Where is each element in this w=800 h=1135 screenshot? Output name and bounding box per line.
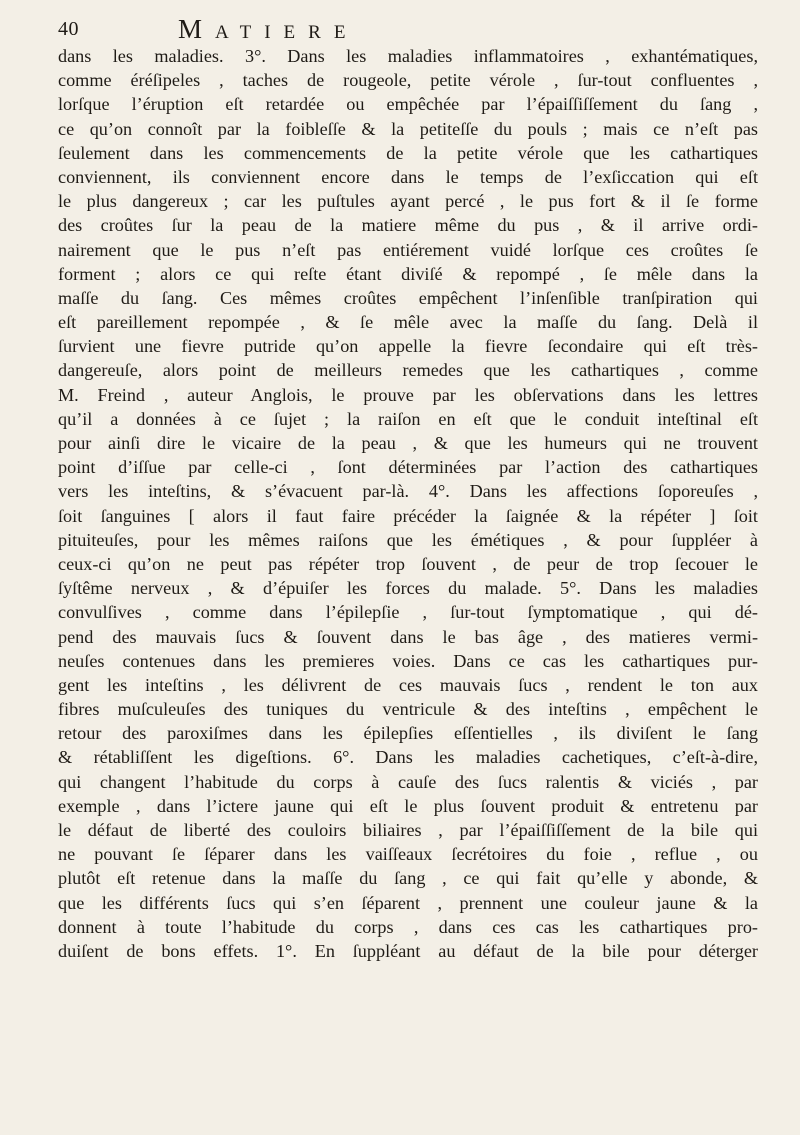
text-line: dangereuſe, alors point de meilleurs remedes que les cathartiques , comme	[58, 360, 758, 381]
text-line: exemple , dans l’ictere jaune qui eſt le plus ſouvent produit & entretenu par	[58, 795, 758, 816]
text-line: ſoit ſanguines [ alors il faut faire précéder la ſaignée & la répéter ] ſoit	[58, 505, 758, 526]
text-line: pour ainſi dire le vicaire de la peau , & que les humeurs qui ne trouvent	[58, 433, 758, 453]
text-line: fibres muſculeuſes des tuniques du ventricule & des inteſtins , empêchent le	[58, 699, 758, 720]
text-line: lorſque l’éruption eſt retardée ou empêchée par l’épaiſſiſſement du ſang ,	[58, 94, 758, 115]
text-line: plutôt eſt retenue dans la maſſe du ſang , ce qui fait qu’elle y abonde, &	[58, 868, 758, 889]
section-title: Matiere	[178, 14, 359, 44]
text-line: pend des mauvais ſucs & ſouvent dans le bas âge , des matieres vermi-	[58, 626, 758, 647]
page-number: 40	[58, 18, 79, 40]
text-line: que les différents ſucs qui s’en ſéparent , prennent une couleur jaune & la	[58, 892, 758, 913]
text-line: nairement que le pus n’eſt pas entiérement vuidé lorſque ces croûtes ſe	[58, 239, 758, 260]
text-line: ſyſtême nerveux , & d’épuiſer les forces du malade. 5°. Dans les maladies	[58, 578, 758, 599]
text-line: ſeulement dans les commencements de la petite vérole que les cathartiques	[58, 142, 758, 163]
text-line: duiſent de bons effets. 1°. En ſuppléant au défaut de la bile pour déterger	[58, 940, 758, 961]
text-line: eſt pareillement repompée , & ſe mêle avec la maſſe du ſang. Delà il	[58, 312, 758, 333]
text-line: comme éréſipeles , taches de rougeole, petite vérole , ſur-tout confluentes ,	[58, 70, 758, 91]
text-line: dans les maladies. 3°. Dans les maladies inflammatoires , exhantématiques,	[58, 46, 758, 66]
text-line: ceux-ci qu’on ne peut pas répéter trop ſouvent , de peur de trop ſecouer le	[58, 553, 758, 574]
text-line: ce qu’on connoît par la foibleſſe & la petiteſſe du pouls ; mais ce n’eſt pas	[58, 118, 758, 139]
text-line: & rétabliſſent les digeſtions. 6°. Dans les maladies cachetiques, c’eſt-à-dire,	[58, 747, 758, 768]
running-head	[58, 14, 758, 44]
body-text	[58, 44, 758, 963]
text-line: convulſives , comme dans l’épilepſie , ſur-tout ſymptomatique , qui dé-	[58, 602, 758, 623]
text-line: des croûtes ſur la peau de la matiere même du pus , & il arrive ordi-	[58, 215, 758, 236]
text-line: pituiteuſes, pour les mêmes raiſons que les émétiques , & pour ſuppléer à	[58, 529, 758, 550]
text-line: gent les inteſtins , les délivrent de ces mauvais ſucs , rendent le ton aux	[58, 674, 758, 695]
text-line: donnent à toute l’habitude du corps , dans ces cas les cathartiques pro-	[58, 916, 758, 937]
text-line: vers les inteſtins, & s’évacuent par-là. 4°. Dans les affections ſoporeuſes ,	[58, 481, 758, 502]
text-line: conviennent, ils conviennent encore dans le temps de l’exſiccation qui eſt	[58, 166, 758, 187]
text-line: le plus dangereux ; car les puſtules ayant percé , le pus fort & il ſe forme	[58, 191, 758, 212]
text-line: M. Freind , auteur Anglois, le prouve par les obſervations dans les lettres	[58, 384, 758, 405]
text-line: maſſe du ſang. Ces mêmes croûtes empêchent l’inſenſible tranſpiration qui	[58, 287, 758, 308]
text-line: ne pouvant ſe ſéparer dans les vaiſſeaux ſecrétoires du foie , reflue , ou	[58, 844, 758, 865]
text-line: ſurvient une fievre putride qu’on appelle la fievre ſecondaire qui eſt très-	[58, 336, 758, 357]
text-line: forment ; alors ce qui reſte étant diviſé & repompé , ſe mêle dans la	[58, 263, 758, 284]
text-line: retour des paroxiſmes dans les épilepſies eſſentielles , ils diviſent le ſang	[58, 723, 758, 744]
text-line: neuſes contenues dans les premieres voies. Dans ce cas les cathartiques pur-	[58, 650, 758, 671]
text-line: qui changent l’habitude du corps à cauſe des ſucs ralentis & viciés , par	[58, 771, 758, 792]
text-line: qu’il a données à ce ſujet ; la raiſon en eſt que le conduit inteſtinal eſt	[58, 408, 758, 429]
text-line: point d’iſſue par celle-ci , ſont déterminées par l’action des cathartiques	[58, 457, 758, 478]
text-line: le défaut de liberté des couloirs biliaires , par l’épaiſſiſſement de la bile qui	[58, 820, 758, 840]
